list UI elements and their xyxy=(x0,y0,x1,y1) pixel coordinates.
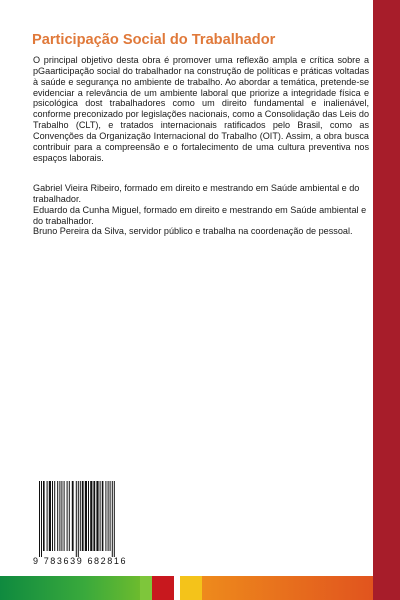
barcode-bar xyxy=(93,481,95,551)
barcode-bar xyxy=(114,481,115,557)
isbn-digits: 9 783639 682816 xyxy=(33,556,128,566)
side-color-band xyxy=(373,0,400,600)
barcode-bar xyxy=(59,481,60,551)
barcode-bar xyxy=(39,481,40,557)
barcode-bar xyxy=(82,481,84,551)
barcode-bar xyxy=(64,481,65,551)
isbn-barcode xyxy=(31,481,167,571)
author-bio: Bruno Pereira da Silva, servidor público e trabalha na coordenação de pessoal. xyxy=(33,226,353,237)
barcode-bar xyxy=(90,481,92,551)
barcode-bar xyxy=(80,481,81,551)
stripe-orange xyxy=(202,576,373,600)
barcode-bar xyxy=(105,481,106,551)
barcode-bar xyxy=(41,481,42,557)
barcode-bar xyxy=(110,481,111,551)
barcode-bar xyxy=(85,481,87,551)
barcode-bars xyxy=(31,481,167,559)
stripe-yellow xyxy=(180,576,202,600)
barcode-bar xyxy=(69,481,70,551)
author-bios xyxy=(33,183,369,237)
barcode-bar xyxy=(96,481,98,551)
author-bio: Eduardo da Cunha Miguel, formado em direito e mestrando em Saúde ambiental e do trabalhador. xyxy=(33,204,367,226)
barcode-bar xyxy=(112,481,113,557)
book-title: Participação Social do Trabalhador xyxy=(32,32,276,48)
barcode-bar xyxy=(72,481,74,551)
barcode-bar xyxy=(47,481,48,551)
barcode-bar xyxy=(88,481,89,551)
bottom-color-stripe xyxy=(0,576,373,600)
barcode-bar xyxy=(49,481,51,551)
barcode-bar xyxy=(52,481,53,551)
barcode-bar xyxy=(108,481,109,551)
barcode-bar xyxy=(78,481,79,557)
barcode-bar xyxy=(54,481,55,551)
barcode-bar xyxy=(57,481,58,551)
author-bio: Gabriel Vieira Ribeiro, formado em direito e mestrando em Saúde ambiental e do trabalhador. xyxy=(33,183,360,204)
barcode-bar xyxy=(100,481,101,551)
barcode-bar xyxy=(43,481,45,551)
book-summary: O principal objetivo desta obra é promover uma reflexão ampla e crítica sobre a pGaarticipação social do trabalhador na construção de políticas e práticas voltadas à saúde e segurança no ambiente de trabalho. Ao abordar a temática, pretende-se evidenciar a relevância de um ambiente laboral que priorize a integridade física e psicológica dost trabalhadores como um direito fundamental e inalienável, conforme preconizado por legislações nacionais, como a Consolidação das Leis do Trabalho (CLT), e tratados internacionais ratificados pelo Brasil, como as Convenções da Organização Internacional do Trabalho (OIT). Assim, a obra busca contribuir para a compreensão e o fortalecimento de uma cultura preventiva nos espaços laborais. xyxy=(33,55,369,163)
stripe-light-green xyxy=(140,576,152,600)
barcode-bar xyxy=(102,481,104,551)
barcode-bar xyxy=(67,481,68,551)
barcode-bar xyxy=(76,481,77,557)
stripe-green xyxy=(0,576,140,600)
stripe-red xyxy=(152,576,174,600)
barcode-bar xyxy=(61,481,62,551)
